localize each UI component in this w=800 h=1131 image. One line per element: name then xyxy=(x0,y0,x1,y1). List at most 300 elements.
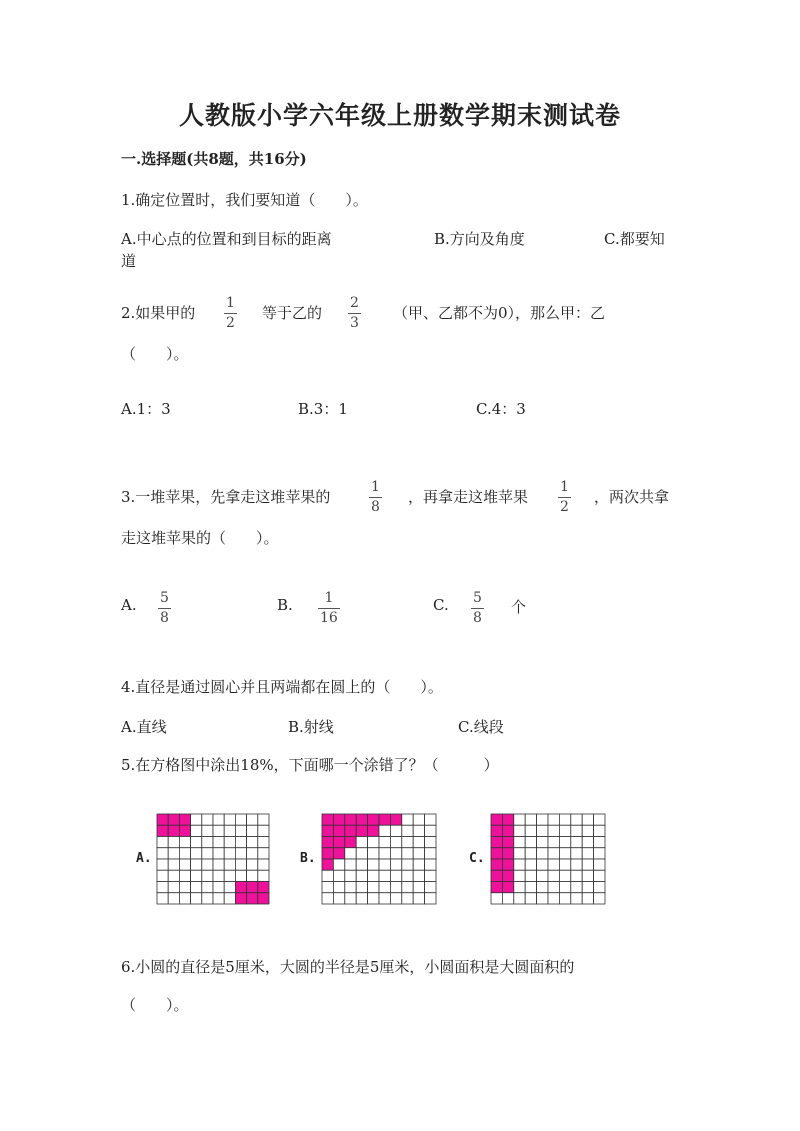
grid-cell xyxy=(333,859,344,870)
grid-cell xyxy=(202,825,213,836)
grid-cell xyxy=(582,814,593,825)
grid-cell xyxy=(379,848,390,859)
question-6-blank: （ ）。 xyxy=(121,996,189,1014)
grid-cell xyxy=(333,882,344,893)
grid-cell xyxy=(390,825,401,836)
grid-cell-shaded xyxy=(333,814,344,825)
fraction-bar xyxy=(224,313,237,314)
grid-cell xyxy=(345,870,356,881)
grid-label-c: C. xyxy=(469,851,485,866)
grid-cell xyxy=(525,870,536,881)
grid-cell-shaded xyxy=(491,870,502,881)
grid-cell xyxy=(235,825,246,836)
question-2-option-a: A.1：3 xyxy=(121,400,171,418)
grid-cell xyxy=(379,825,390,836)
grid-cell xyxy=(179,837,190,848)
grid-cell xyxy=(235,848,246,859)
grid-cell xyxy=(168,870,179,881)
grid-cell-shaded xyxy=(345,825,356,836)
grid-cell xyxy=(402,870,413,881)
grid-cell xyxy=(425,848,436,859)
grid-cell-shaded xyxy=(368,814,379,825)
grid-cell xyxy=(345,882,356,893)
grid-cell xyxy=(213,859,224,870)
grid-cell xyxy=(594,882,605,893)
question-1-option-b: B.方向及角度 xyxy=(434,230,525,248)
grid-cell-shaded xyxy=(168,825,179,836)
grid-cell xyxy=(379,837,390,848)
grid-cell xyxy=(179,882,190,893)
question-2-text-3: （甲、乙都不为0），那么甲：乙 xyxy=(393,304,606,322)
grid-cell-shaded xyxy=(502,848,513,859)
grid-cell xyxy=(548,859,559,870)
grid-cell xyxy=(514,882,525,893)
grid-cell xyxy=(345,893,356,904)
grid-cell xyxy=(157,859,168,870)
fraction-bar xyxy=(471,608,484,609)
grid-cell xyxy=(594,870,605,881)
grid-cell xyxy=(537,893,548,904)
question-3-text-1: 3.一堆苹果，先拿走这堆苹果的 xyxy=(121,488,331,506)
grid-cell xyxy=(202,893,213,904)
grid-cell xyxy=(571,893,582,904)
fraction-bar xyxy=(369,497,382,498)
grid-cell-shaded xyxy=(247,893,258,904)
grid-cell-shaded xyxy=(235,893,246,904)
grid-cell xyxy=(548,882,559,893)
grid-cell xyxy=(235,814,246,825)
grid-cell xyxy=(491,893,502,904)
grid-cell xyxy=(345,859,356,870)
grid-cell-shaded xyxy=(235,882,246,893)
grid-cell xyxy=(179,870,190,881)
grid-cell-shaded xyxy=(157,814,168,825)
grid-cell xyxy=(191,882,202,893)
grid-cell xyxy=(594,859,605,870)
grid-cell-shaded xyxy=(179,814,190,825)
grid-cell xyxy=(213,814,224,825)
grid-cell xyxy=(390,893,401,904)
grid-cell xyxy=(247,825,258,836)
grid-cell xyxy=(537,882,548,893)
grid-cell xyxy=(425,882,436,893)
grid-cell xyxy=(157,893,168,904)
grid-cell xyxy=(368,893,379,904)
grid-cell xyxy=(258,814,269,825)
grid-cell xyxy=(514,859,525,870)
grid-cell-shaded xyxy=(322,848,333,859)
fraction-bar xyxy=(158,608,171,609)
grid-cell xyxy=(537,814,548,825)
grid-cell xyxy=(402,837,413,848)
grid-cell xyxy=(368,837,379,848)
grid-cell xyxy=(413,837,424,848)
fraction-five-eighths-c xyxy=(471,590,484,626)
question-3-option-c: C. xyxy=(433,596,449,614)
question-3-option-c-unit: 个 xyxy=(511,598,527,616)
grid-cell xyxy=(582,893,593,904)
question-2-text-1: 2.如果甲的 xyxy=(121,304,196,322)
grid-cell xyxy=(202,870,213,881)
grid-cell xyxy=(525,837,536,848)
grid-cell xyxy=(425,893,436,904)
grid-cell xyxy=(425,859,436,870)
grid-cell xyxy=(525,814,536,825)
grid-cell xyxy=(514,870,525,881)
grid-cell xyxy=(202,848,213,859)
grid-cell-shaded xyxy=(333,848,344,859)
fraction-one-eighth xyxy=(369,479,382,515)
grid-cell-shaded xyxy=(502,870,513,881)
grid-cell-shaded xyxy=(345,814,356,825)
grid-cell xyxy=(548,837,559,848)
grid-cell xyxy=(202,859,213,870)
grid-cell xyxy=(594,848,605,859)
question-4-option-c: C.线段 xyxy=(458,718,504,736)
grid-cell-shaded xyxy=(502,825,513,836)
fraction-five-eighths-a xyxy=(158,590,171,626)
grid-cell xyxy=(582,825,593,836)
grid-cell xyxy=(559,848,570,859)
grid-cell-shaded xyxy=(333,825,344,836)
grid-cell xyxy=(157,837,168,848)
grid-cell xyxy=(179,893,190,904)
grid-cell xyxy=(379,859,390,870)
grid-cell xyxy=(235,870,246,881)
grid-cell xyxy=(413,825,424,836)
grid-cell xyxy=(345,848,356,859)
grid-cell xyxy=(514,848,525,859)
grid-cell xyxy=(202,837,213,848)
grid-cell xyxy=(571,814,582,825)
grid-cell xyxy=(514,893,525,904)
fraction-numerator: 1 xyxy=(324,590,334,606)
grid-cell xyxy=(224,837,235,848)
grid-cell xyxy=(548,848,559,859)
grid-cell-shaded xyxy=(258,893,269,904)
grid-cell-shaded xyxy=(322,814,333,825)
fraction-bar xyxy=(558,497,571,498)
grid-cell xyxy=(390,882,401,893)
fraction-one-sixteenth xyxy=(318,590,340,626)
grid-cell xyxy=(594,837,605,848)
grid-cell xyxy=(247,837,258,848)
grid-cell xyxy=(413,893,424,904)
grid-cell-shaded xyxy=(390,814,401,825)
fraction-numerator: 5 xyxy=(160,590,169,606)
grid-cell xyxy=(559,837,570,848)
grid-cell xyxy=(213,882,224,893)
grid-cell-shaded xyxy=(491,859,502,870)
question-3-option-a: A. xyxy=(121,596,137,614)
grid-cell xyxy=(235,859,246,870)
grid-cell xyxy=(356,848,367,859)
question-1-stem: 1.确定位置时，我们要知道（ ）。 xyxy=(121,191,368,209)
grid-cell xyxy=(390,870,401,881)
grid-cell xyxy=(402,825,413,836)
grid-cell xyxy=(594,893,605,904)
grid-cell-shaded xyxy=(502,814,513,825)
grid-cell xyxy=(537,837,548,848)
grid-cell-shaded xyxy=(157,825,168,836)
grid-cell xyxy=(502,893,513,904)
question-3-option-b: B. xyxy=(277,596,293,614)
grid-cell xyxy=(594,825,605,836)
grid-cell xyxy=(571,859,582,870)
fraction-numerator: 5 xyxy=(473,590,482,606)
grid-cell xyxy=(191,825,202,836)
grid-cell xyxy=(191,837,202,848)
grid-cell-shaded xyxy=(491,825,502,836)
grid-cell xyxy=(582,837,593,848)
grid-cell xyxy=(425,870,436,881)
grid-cell xyxy=(571,870,582,881)
fraction-denominator: 16 xyxy=(320,610,338,626)
grid-cell xyxy=(559,882,570,893)
grid-cell xyxy=(537,825,548,836)
grid-cell xyxy=(514,837,525,848)
grid-cell-shaded xyxy=(322,825,333,836)
grid-cell xyxy=(157,870,168,881)
grid-cell xyxy=(179,848,190,859)
fraction-denominator: 2 xyxy=(560,499,569,515)
grid-cell xyxy=(571,848,582,859)
grid-cell-shaded xyxy=(179,825,190,836)
grid-cell xyxy=(525,859,536,870)
grid-cell xyxy=(413,848,424,859)
fraction-denominator: 2 xyxy=(226,315,235,331)
grid-cell xyxy=(402,859,413,870)
fraction-denominator: 8 xyxy=(473,610,482,626)
grid-cell-shaded xyxy=(368,825,379,836)
grid-cell xyxy=(213,825,224,836)
grid-cell xyxy=(525,893,536,904)
grid-cell xyxy=(356,837,367,848)
grid-cell xyxy=(356,893,367,904)
grid-label-b: B. xyxy=(300,851,316,866)
grid-cell xyxy=(157,848,168,859)
grid-cell xyxy=(224,859,235,870)
grid-cell-shaded xyxy=(491,814,502,825)
grid-cell xyxy=(333,870,344,881)
grid-cell xyxy=(413,870,424,881)
grid-cell xyxy=(413,882,424,893)
grid-cell xyxy=(168,848,179,859)
grid-cell xyxy=(322,882,333,893)
grid-cell xyxy=(247,859,258,870)
grid-cell xyxy=(235,837,246,848)
grid-cell xyxy=(213,893,224,904)
grid-label-a: A. xyxy=(136,851,152,866)
grid-cell xyxy=(402,848,413,859)
question-3-text-4: 走这堆苹果的（ ）。 xyxy=(121,529,279,547)
grid-cell xyxy=(224,870,235,881)
grid-cell xyxy=(322,893,333,904)
grid-cell xyxy=(413,859,424,870)
grid-cell-shaded xyxy=(247,882,258,893)
grid-cell xyxy=(525,848,536,859)
grid-cell xyxy=(258,825,269,836)
fraction-bar xyxy=(318,608,340,609)
fraction-numerator: 1 xyxy=(226,295,235,311)
grid-cell xyxy=(213,870,224,881)
grid-cell xyxy=(537,859,548,870)
grid-cell xyxy=(559,814,570,825)
grid-cell xyxy=(356,882,367,893)
grid-cell xyxy=(213,848,224,859)
question-4-option-a: A.直线 xyxy=(121,718,167,736)
grid-cell xyxy=(202,814,213,825)
grid-cell-shaded xyxy=(502,837,513,848)
question-1-option-c: C.都要知 xyxy=(604,230,665,248)
grid-cell xyxy=(525,882,536,893)
fraction-denominator: 8 xyxy=(371,499,380,515)
grid-figure-c xyxy=(490,813,606,905)
grid-cell xyxy=(379,870,390,881)
grid-cell xyxy=(322,870,333,881)
grid-cell xyxy=(390,859,401,870)
section-heading: 一.选择题(共8题，共16分) xyxy=(121,150,307,168)
grid-cell xyxy=(548,893,559,904)
fraction-one-half-q3 xyxy=(558,479,571,515)
grid-cell xyxy=(390,848,401,859)
question-1-option-c-wrap: 道 xyxy=(121,252,137,270)
grid-cell xyxy=(356,870,367,881)
grid-cell xyxy=(247,814,258,825)
grid-cell xyxy=(582,848,593,859)
grid-cell xyxy=(425,825,436,836)
grid-cell xyxy=(582,859,593,870)
question-2-option-b: B.3：1 xyxy=(298,400,348,418)
grid-cell xyxy=(582,870,593,881)
grid-cell xyxy=(258,848,269,859)
grid-cell-shaded xyxy=(345,837,356,848)
grid-cell xyxy=(559,870,570,881)
grid-cell xyxy=(368,882,379,893)
question-3-text-2: ，再拿走这堆苹果 xyxy=(408,488,529,506)
grid-cell xyxy=(356,859,367,870)
grid-cell-shaded xyxy=(491,882,502,893)
grid-cell xyxy=(402,814,413,825)
grid-cell xyxy=(368,859,379,870)
grid-cell xyxy=(258,870,269,881)
page-title: 人教版小学六年级上册数学期末测试卷 xyxy=(178,101,621,130)
grid-cell-shaded xyxy=(502,882,513,893)
grid-cell xyxy=(537,870,548,881)
question-1-option-a: A.中心点的位置和到目标的距离 xyxy=(121,230,332,248)
grid-cell xyxy=(224,893,235,904)
grid-cell xyxy=(191,859,202,870)
question-6-text-1: 6.小圆的直径是5厘米，大圆的半径是5厘米，小圆面积是大圆面积的 xyxy=(121,958,575,976)
fraction-one-half xyxy=(224,295,237,331)
grid-cell-shaded xyxy=(168,814,179,825)
grid-cell xyxy=(168,893,179,904)
grid-cell-shaded xyxy=(356,825,367,836)
grid-cell xyxy=(213,837,224,848)
fraction-numerator: 1 xyxy=(560,479,569,495)
question-3-text-3: ，两次共拿 xyxy=(594,488,670,506)
grid-cell xyxy=(258,837,269,848)
grid-cell xyxy=(191,870,202,881)
grid-cell-shaded xyxy=(356,814,367,825)
grid-cell xyxy=(582,882,593,893)
grid-cell xyxy=(390,837,401,848)
fraction-two-thirds xyxy=(348,295,361,331)
grid-cell xyxy=(548,870,559,881)
fraction-denominator: 8 xyxy=(160,610,169,626)
grid-cell xyxy=(514,814,525,825)
grid-cell-shaded xyxy=(333,837,344,848)
question-5-stem: 5.在方格图中涂出18%，下面哪一个涂错了？（ ） xyxy=(121,756,499,774)
grid-cell xyxy=(168,882,179,893)
grid-cell xyxy=(548,814,559,825)
fraction-numerator: 1 xyxy=(371,479,380,495)
grid-cell xyxy=(559,825,570,836)
fraction-bar xyxy=(348,313,361,314)
question-2-option-c: C.4：3 xyxy=(476,400,526,418)
grid-cell xyxy=(425,837,436,848)
grid-figure-a xyxy=(156,813,270,905)
grid-cell xyxy=(247,848,258,859)
grid-cell xyxy=(559,893,570,904)
grid-cell xyxy=(224,825,235,836)
grid-cell xyxy=(191,893,202,904)
grid-cell xyxy=(402,893,413,904)
grid-cell xyxy=(191,848,202,859)
grid-cell xyxy=(571,837,582,848)
grid-cell xyxy=(258,859,269,870)
grid-cell xyxy=(559,859,570,870)
grid-cell xyxy=(368,848,379,859)
grid-cell xyxy=(379,882,390,893)
grid-cell xyxy=(202,882,213,893)
grid-cell-shaded xyxy=(322,859,333,870)
grid-cell-shaded xyxy=(258,882,269,893)
grid-cell-shaded xyxy=(491,848,502,859)
grid-cell xyxy=(168,859,179,870)
grid-cell xyxy=(548,825,559,836)
grid-cell xyxy=(247,870,258,881)
grid-figure-b xyxy=(321,813,437,905)
fraction-denominator: 3 xyxy=(350,315,359,331)
grid-cell-shaded xyxy=(322,837,333,848)
grid-cell xyxy=(594,814,605,825)
grid-cell xyxy=(413,814,424,825)
grid-cell xyxy=(224,882,235,893)
grid-cell-shaded xyxy=(491,837,502,848)
grid-cell xyxy=(571,882,582,893)
grid-cell xyxy=(368,870,379,881)
fraction-numerator: 2 xyxy=(350,295,359,311)
grid-cell xyxy=(179,859,190,870)
grid-cell xyxy=(379,893,390,904)
grid-cell-shaded xyxy=(502,859,513,870)
grid-cell xyxy=(224,814,235,825)
grid-cell xyxy=(157,882,168,893)
question-2-text-2: 等于乙的 xyxy=(262,304,323,322)
question-2-blank: （ ）。 xyxy=(121,345,189,363)
grid-cell xyxy=(224,848,235,859)
grid-cell xyxy=(525,825,536,836)
question-4-stem: 4.直径是通过圆心并且两端都在圆上的（ ）。 xyxy=(121,678,443,696)
grid-cell xyxy=(514,825,525,836)
grid-cell xyxy=(425,814,436,825)
grid-cell xyxy=(168,837,179,848)
grid-cell xyxy=(402,882,413,893)
grid-cell xyxy=(333,893,344,904)
grid-cell xyxy=(537,848,548,859)
question-4-option-b: B.射线 xyxy=(288,718,334,736)
